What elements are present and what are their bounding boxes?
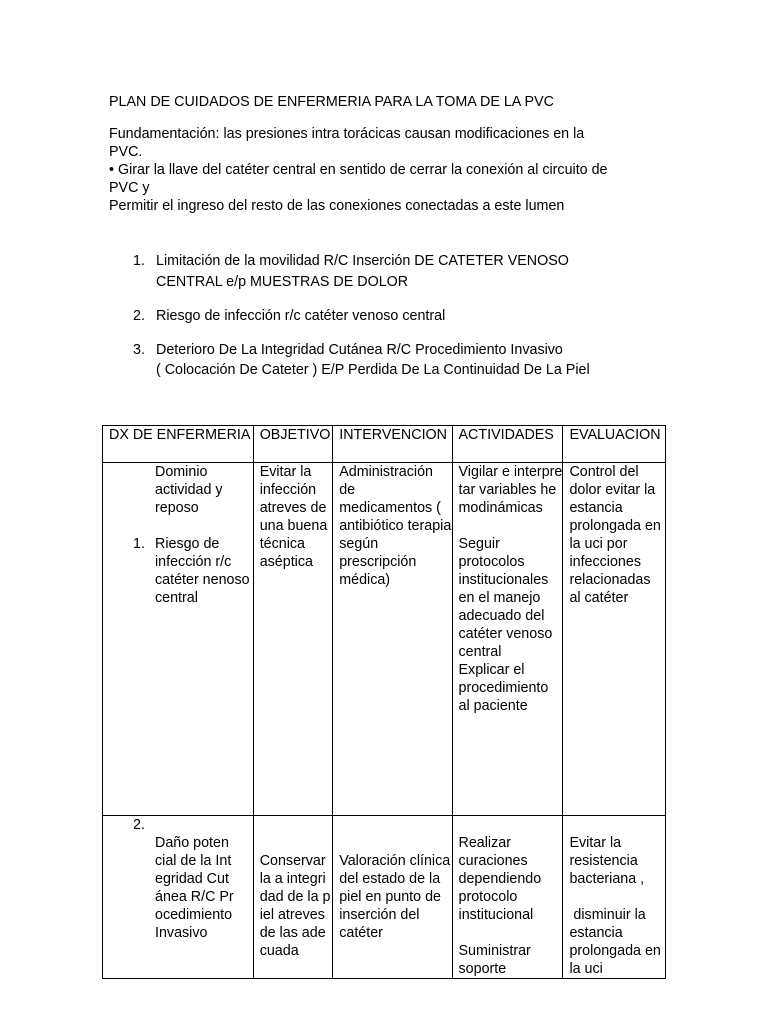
table-row [103, 816, 666, 979]
list-number: 2. [133, 308, 145, 324]
evaluacion-text: Evitar la resistencia bacteriana , [569, 835, 645, 887]
list-item-cont: ( Colocación De Cateter ) E/P Perdida De La Continuidad De La Piel [156, 362, 590, 378]
actividad-text: Vigilar e interpretar variables hemodinámicas [458, 464, 563, 516]
actividad-text: Realizar curaciones dependiendo protocolo institucional [458, 835, 542, 923]
page-title: PLAN DE CUIDADOS DE ENFERMERIA PARA LA TOMA DE LA PVC [109, 94, 554, 110]
actividad-text: Explicar el procedimiento al paciente [458, 662, 549, 714]
dx-text: Riesgo de infección r/c catéter nenoso central [155, 536, 250, 606]
list-number: 1. [133, 253, 145, 269]
list-number: 3. [133, 342, 145, 358]
intervencion-text: Valoración clínica del estado de la piel en punto de inserción del catéter [339, 853, 451, 941]
cell-objetivo [253, 816, 333, 979]
cell-dx [103, 816, 254, 979]
header-objetivo [253, 426, 333, 463]
evaluacion-text: Control del dolor evitar la estancia prolongada en la uci por infecciones relacionadas al catéter [569, 464, 661, 606]
header-actividades-label: ACTIVIDADES [458, 427, 554, 443]
objetivo-text: Evitar la infección atreves de una buena técnica aséptica [259, 464, 328, 570]
header-intervencion [333, 426, 452, 463]
list-item: Limitación de la movilidad R/C Inserción DE CATETER VENOSO [156, 253, 569, 269]
table-header-row [103, 426, 666, 463]
intro-line: PVC y [109, 180, 150, 196]
cell-evaluacion [563, 816, 666, 979]
cell-actividades [452, 463, 563, 816]
actividad-text: Suministrar soporte [458, 943, 531, 977]
header-evaluacion [563, 426, 666, 463]
cell-actividades [452, 816, 563, 979]
dx-number: 1. [133, 536, 145, 552]
intro-line: Fundamentación: las presiones intra torácicas causan modificaciones en la [109, 126, 585, 142]
intro-bullet-line: • Girar la llave del catéter central en sentido de cerrar la conexión al circuito de [109, 162, 608, 178]
header-objetivo-label: OBJETIVO [259, 427, 331, 443]
list-item-cont: CENTRAL e/p MUESTRAS DE DOLOR [156, 274, 409, 290]
evaluacion-text: disminuir la estancia prolongada en la uci [569, 907, 665, 977]
dx-text: Daño potencial de la Integridad Cutánea R/C Procedimiento Invasivo [155, 835, 234, 941]
actividad-text: Seguir protocolos institucionales en el manejo adecuado del catéter venoso central [458, 536, 553, 660]
header-dx [103, 426, 254, 463]
table-row [103, 463, 666, 816]
list-item: Riesgo de infección r/c catéter venoso central [156, 308, 446, 324]
care-plan-table [102, 425, 666, 979]
objetivo-text: Conservar la a integridad de la piel atreves de las adecuada [259, 853, 331, 959]
dx-domain: Dominio actividad y reposo [155, 464, 223, 516]
header-actividades [452, 426, 563, 463]
cell-intervencion [333, 463, 452, 816]
cell-objetivo [253, 463, 333, 816]
cell-dx [103, 463, 254, 816]
header-dx-label: DX DE ENFERMERIA [109, 427, 251, 443]
cell-evaluacion [563, 463, 666, 816]
dx-number: 2. [133, 817, 145, 833]
intro-line: PVC. [109, 144, 143, 160]
header-intervencion-label: INTERVENCION [339, 427, 447, 443]
list-item: Deterioro De La Integridad Cutánea R/C Procedimiento Invasivo [156, 342, 563, 358]
header-evaluacion-label: EVALUACION [569, 427, 661, 443]
dx-item [109, 535, 253, 607]
intervencion-text: Administración de medicamentos ( antibiótico terapia según prescripción médica) [339, 464, 452, 588]
cell-intervencion [333, 816, 452, 979]
intro-line: Permitir el ingreso del resto de las conexiones conectadas a este lumen [109, 198, 565, 214]
